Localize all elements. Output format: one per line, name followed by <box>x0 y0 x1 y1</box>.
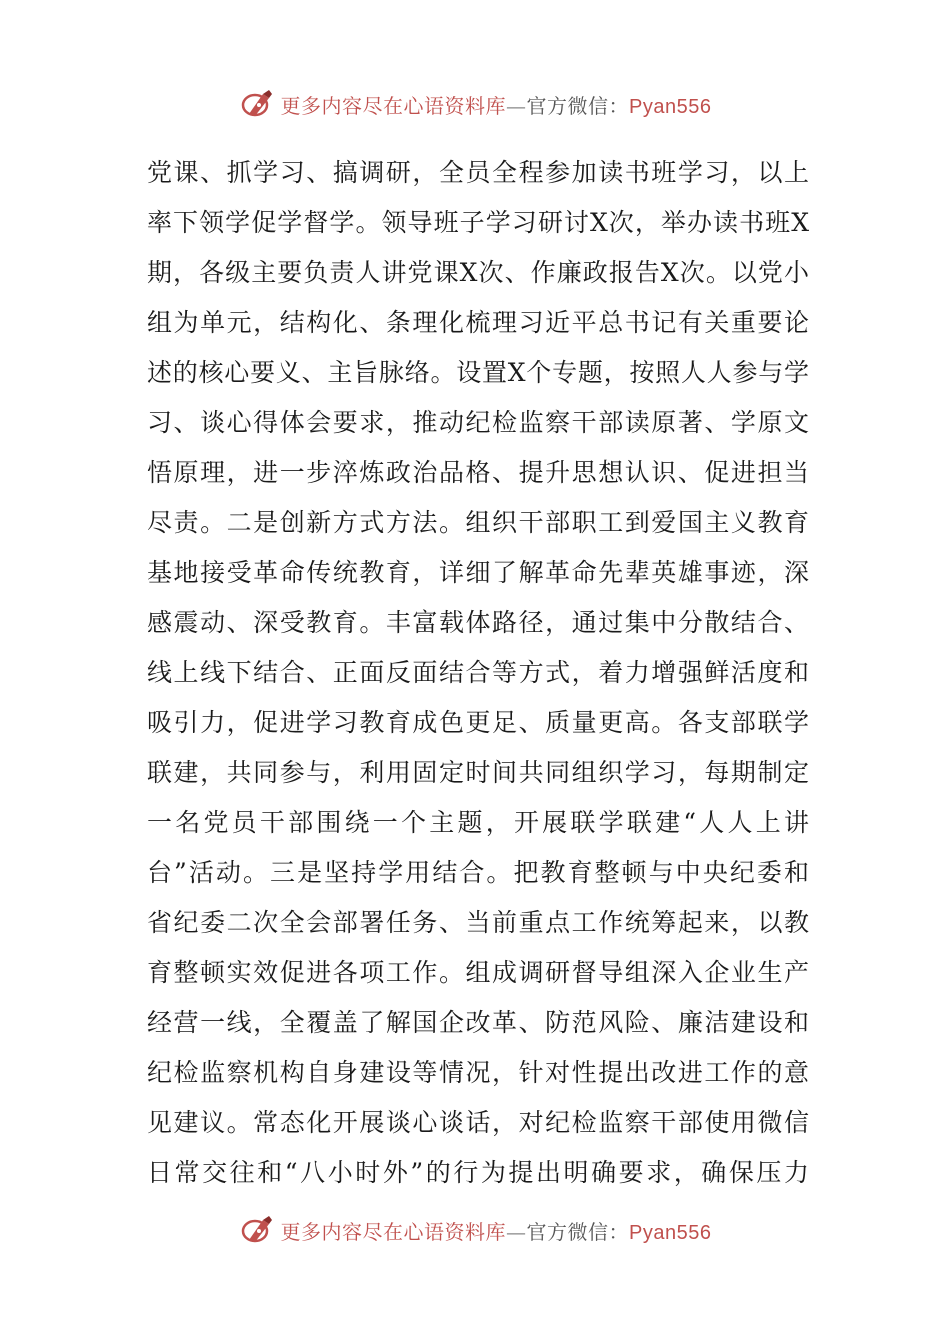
banner-text <box>281 90 712 119</box>
banner-wechat-id: Pyan556 <box>629 1221 712 1244</box>
text-line: 联建，共同参与，利用固定时间共同组织学习，每期制定 <box>147 758 809 787</box>
text-line: 见建议。常态化开展谈心谈话，对纪检监察干部使用微信 <box>147 1108 809 1137</box>
text-line: 悟原理，进一步淬炼政治品格、提升思想认识、促进担当 <box>147 458 809 487</box>
pen-nib-logo-icon <box>239 1212 275 1248</box>
document-body <box>147 148 809 1198</box>
banner-main-text: 更多内容尽在心语资料库 <box>280 93 507 118</box>
text-line: 线上线下结合、正面反面结合等方式，着力增强鲜活度和 <box>147 658 809 687</box>
text-line: 一名党员干部围绕一个主题，开展联学联建“人人上讲 <box>147 808 809 837</box>
text-line: 尽责。二是创新方式方法。组织干部职工到爱国主义教育 <box>147 508 809 537</box>
text-line: 期，各级主要负责人讲党课X次、作廉政报告X次。以党小 <box>147 258 809 287</box>
banner-sub-text: 官方微信： <box>526 93 630 118</box>
banner-sub-text: 官方微信： <box>526 1219 630 1244</box>
text-line: 吸引力，促进学习教育成色更足、质量更高。各支部联学 <box>147 708 809 737</box>
text-line: 日常交往和“八小时外”的行为提出明确要求，确保压力 <box>147 1158 809 1187</box>
banner-text <box>281 1216 712 1245</box>
banner-wechat-id: Pyan556 <box>629 95 712 118</box>
pen-nib-logo-icon <box>239 86 275 122</box>
text-line: 台”活动。三是坚持学用结合。把教育整顿与中央纪委和 <box>147 858 809 887</box>
header-banner <box>0 84 950 124</box>
banner-main-text: 更多内容尽在心语资料库 <box>280 1219 507 1244</box>
text-line: 组为单元，结构化、条理化梳理习近平总书记有关重要论 <box>147 308 809 337</box>
banner-separator: — <box>506 93 527 118</box>
text-line: 省纪委二次全会部署任务、当前重点工作统筹起来，以教 <box>147 908 809 937</box>
text-line: 述的核心要义、主旨脉络。设置X个专题，按照人人参与学 <box>147 358 809 387</box>
footer-banner <box>0 1210 950 1250</box>
text-line: 习、谈心得体会要求，推动纪检监察干部读原著、学原文 <box>147 408 809 437</box>
text-line: 育整顿实效促进各项工作。组成调研督导组深入企业生产 <box>147 958 809 987</box>
text-line: 经营一线，全覆盖了解国企改革、防范风险、廉洁建设和 <box>147 1008 809 1037</box>
banner-separator: — <box>506 1219 527 1244</box>
text-line: 基地接受革命传统教育，详细了解革命先辈英雄事迹，深 <box>147 558 809 587</box>
text-line: 党课、抓学习、搞调研，全员全程参加读书班学习，以上 <box>147 158 809 187</box>
text-line: 纪检监察机构自身建设等情况，针对性提出改进工作的意 <box>147 1058 809 1087</box>
text-line: 感震动、深受教育。丰富载体路径，通过集中分散结合、 <box>147 608 809 637</box>
text-line: 率下领学促学督学。领导班子学习研讨X次，举办读书班X <box>147 208 809 237</box>
